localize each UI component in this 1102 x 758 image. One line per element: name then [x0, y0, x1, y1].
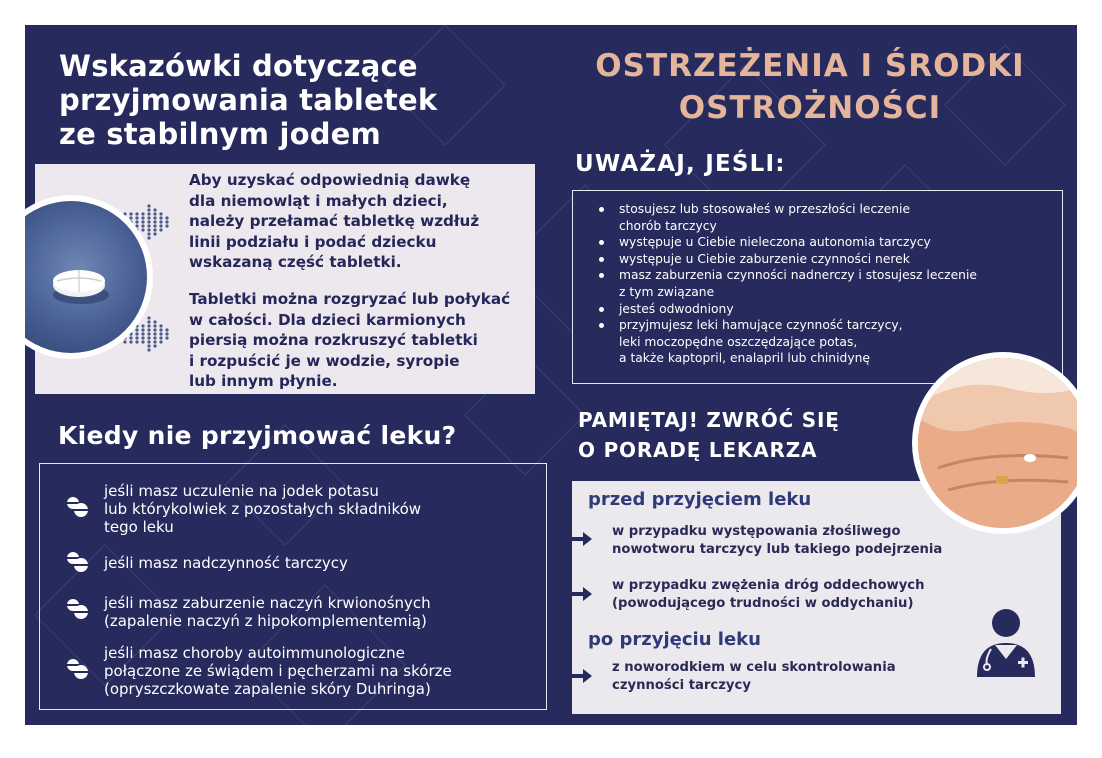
arrow-right-icon [570, 532, 592, 546]
before-taking-item: w przypadku zwężenia dróg oddechowych (powodującego trudności w oddychaniu) [612, 578, 925, 611]
list-item: występuje u Ciebie nieleczona autonomia tarczycy [595, 234, 977, 251]
after-taking-item: z noworodkiem w celu skontrolowania czynności tarczycy [612, 660, 896, 693]
list-item: jesteś odwodniony [595, 301, 977, 318]
hand-icon [918, 358, 1077, 528]
list-item: przyjmujesz leki hamujące czynność tarczycy, leki moczopędne oszczędzające potas, a także kaptopril, enalapril lub chinidynę [595, 317, 977, 367]
instructions-paragraph-2: Tabletki można rozgryzać lub połykać w całości. Dla dzieci karmionych piersią można rozkruszyć tabletki i rozpuścić je w wodzie, syropie lub innym płynie. [189, 290, 511, 391]
guidance-title-line: ze stabilnym jodem [59, 117, 381, 151]
arrow-right-icon [570, 669, 592, 683]
list-item: stosujesz lub stosowałeś w przeszłości leczenie chorób tarczycy [595, 201, 977, 234]
pill-pair-icon [64, 658, 90, 680]
guidance-title-line: przyjmowania tabletek [59, 83, 438, 117]
be-careful-title: UWAŻAJ, JEŚLI: [575, 151, 786, 177]
pill-pair-icon [64, 598, 90, 620]
warnings-title [565, 45, 1055, 129]
contraindications-title: Kiedy nie przyjmować leku? [58, 421, 457, 450]
hand-pill-photo [918, 358, 1077, 528]
arrow-right-icon [570, 587, 592, 601]
warnings-title-line: OSTROŻNOŚCI [678, 90, 942, 126]
list-item: występuje u Ciebie zaburzenie czynności nerek [595, 251, 977, 268]
pill-pair-icon [64, 551, 90, 573]
guidance-title [59, 49, 529, 151]
guidance-title-line: Wskazówki dotyczące [59, 49, 418, 83]
after-taking-title: po przyjęciu leku [588, 629, 761, 650]
pill-pair-icon [64, 496, 90, 518]
before-taking-title: przed przyjęciem leku [588, 489, 812, 510]
list-item: masz zaburzenia czynności nadnerczy i stosujesz leczenie z tym związane [595, 267, 977, 300]
doctor-icon [975, 607, 1037, 679]
before-taking-item: w przypadku występowania złośliwego nowotworu tarczycy lub takiego podejrzenia [612, 524, 943, 557]
warnings-title-line: OSTRZEŻENIA I ŚRODKI [595, 48, 1025, 84]
be-careful-list [595, 201, 977, 367]
consult-doctor-title: PAMIĘTAJ! ZWRÓĆ SIĘ O PORADĘ LEKARZA [578, 408, 840, 462]
contraindications-box: jeśli masz uczulenie na jodek potasu lub którykolwiek z pozostałych składników tego leku jeśli masz nadczynność tarczycy jeśli masz zaburzenie naczyń krwionośnych (zapalenie naczyń z hipokomplementemią) jeśli masz choroby autoimmunologiczne połączone ze świądem i pęcherzami na skórze (opryszczkowate zapalenie skóry Duhringa) [39, 463, 547, 710]
leaflet-panel [25, 25, 1077, 725]
instructions-paragraph-1: Aby uzyskać odpowiednią dawkę dla niemowląt i małych dzieci, należy przełamać tabletkę wzdłuż linii podziału i podać dziecku wskazaną część tabletki. [189, 171, 480, 272]
be-careful-box [572, 190, 1063, 384]
